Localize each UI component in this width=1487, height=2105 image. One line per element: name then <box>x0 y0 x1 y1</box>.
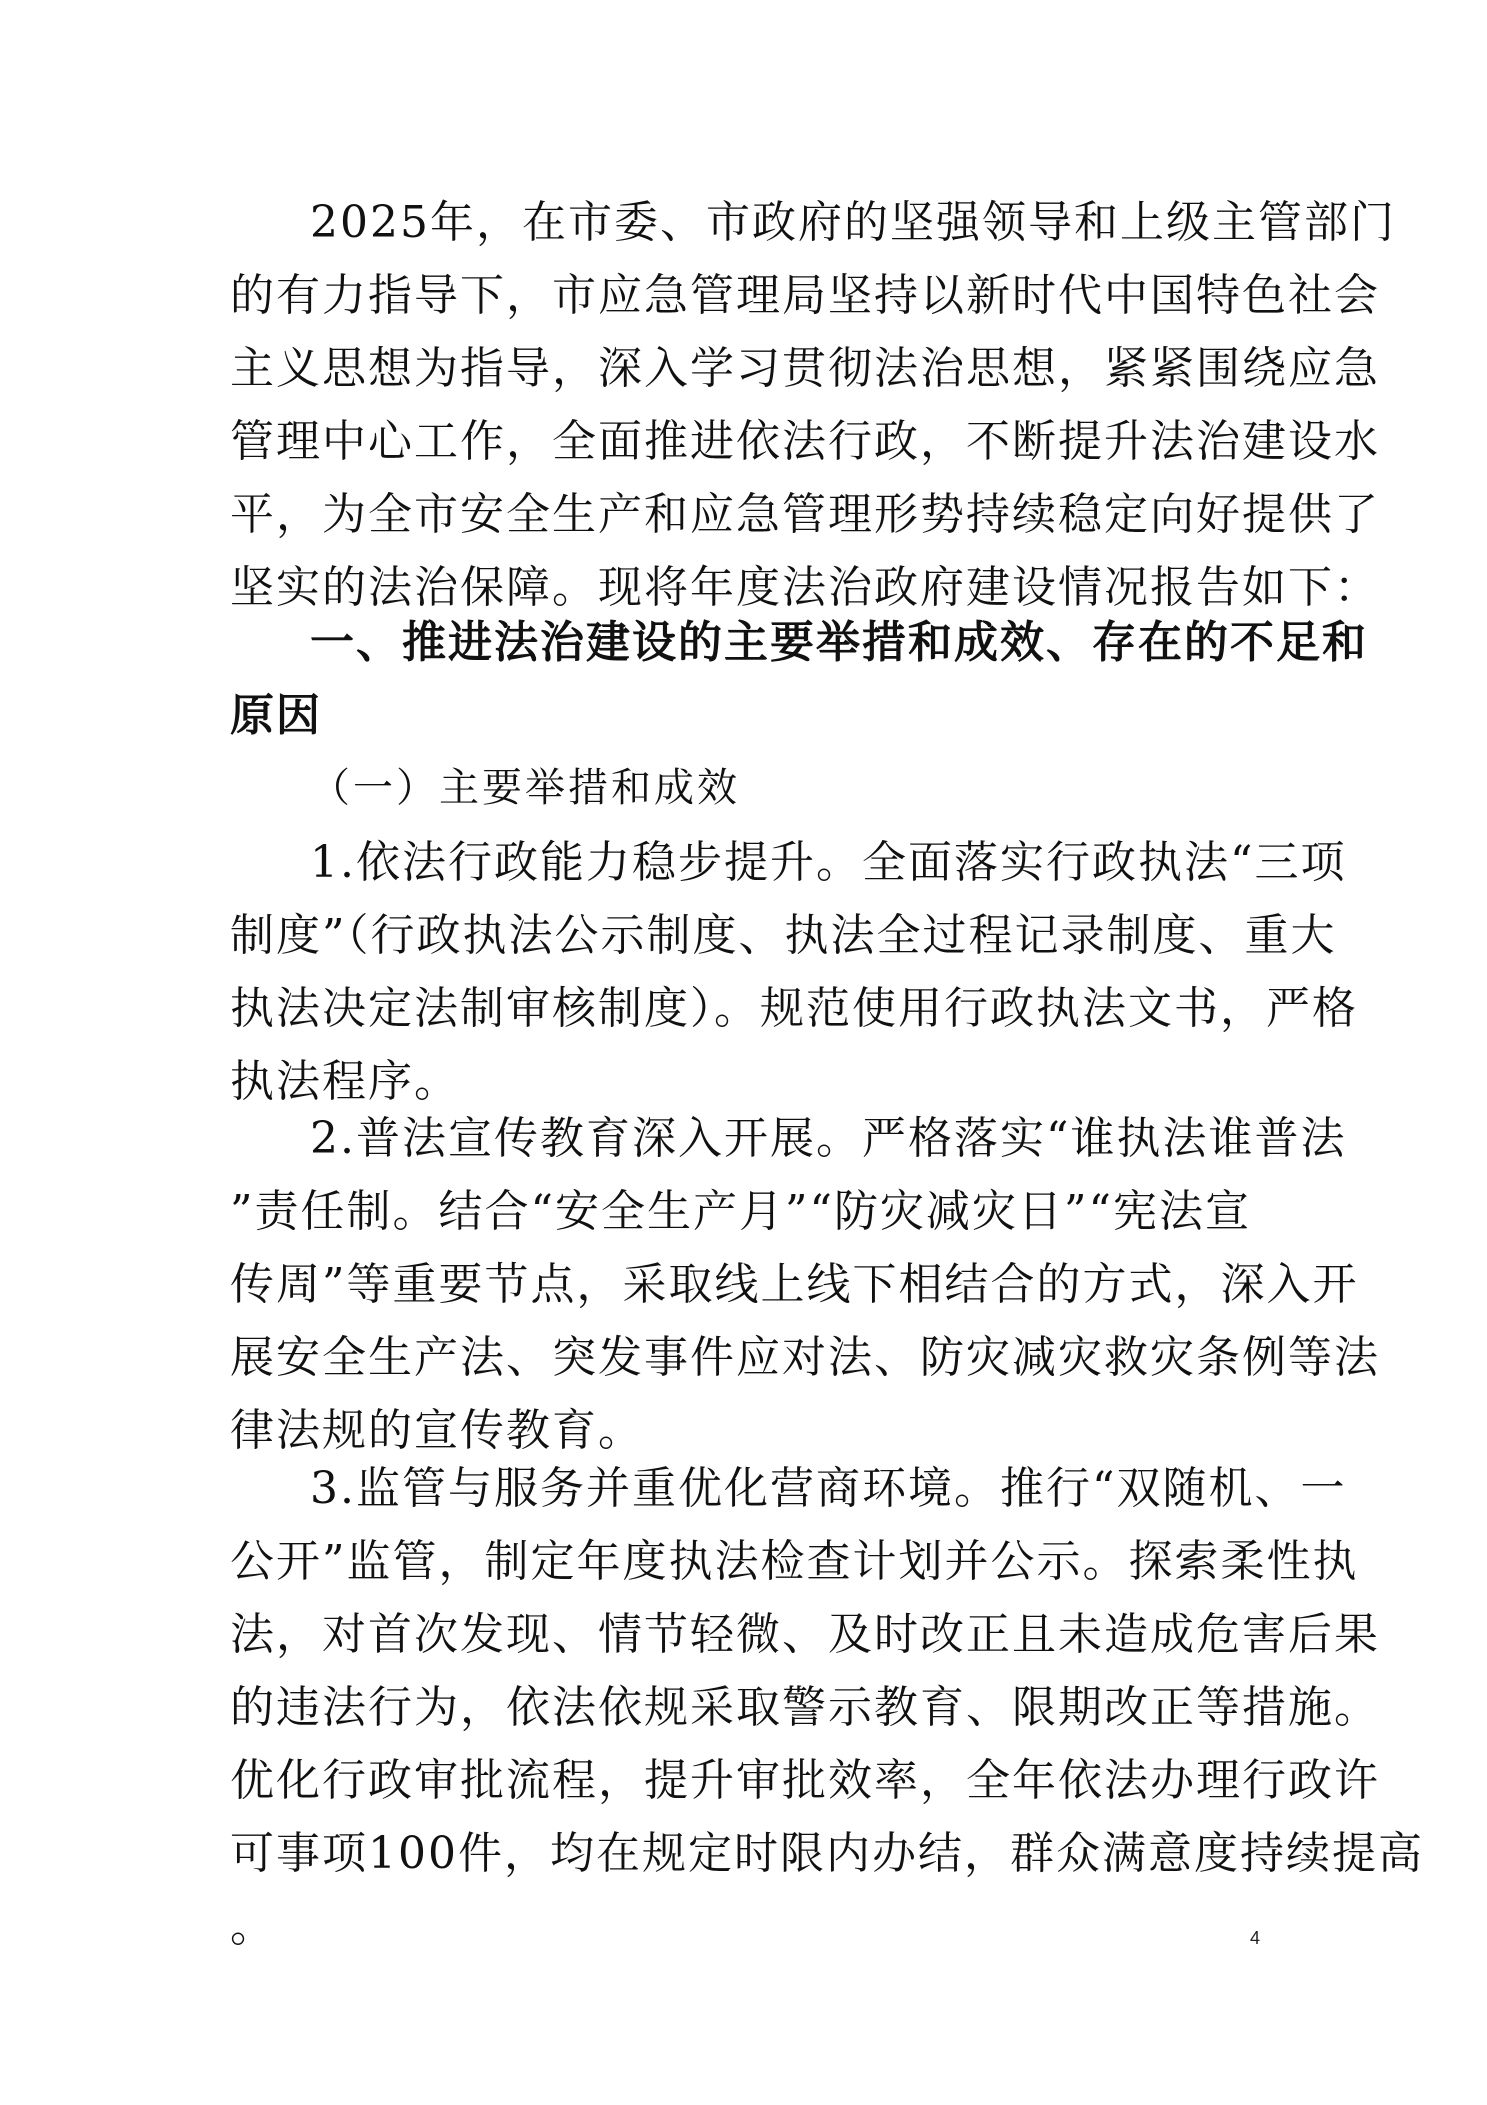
subsection-heading <box>230 752 1270 825</box>
item-2-paragraph <box>230 1102 1380 1467</box>
text-line: 可事项100件，均在规定时限内办结，群众满意度持续提高 <box>230 1828 1424 1879</box>
text-line: 制度”（行政执法公示制度、执法全过程记录制度、重大 <box>230 910 1337 961</box>
text-line: 优化行政审批流程，提升审批效率，全年依法办理行政许 <box>230 1755 1380 1806</box>
text-line: 执法程序。 <box>230 1056 460 1107</box>
heading-line: 原因 <box>230 690 322 741</box>
item-1-paragraph <box>230 826 1358 1118</box>
page-number: 4 <box>1250 1928 1261 1948</box>
intro-paragraph <box>230 186 1396 624</box>
text-line: 法，对首次发现、情节轻微、及时改正且未造成危害后果 <box>230 1609 1380 1660</box>
text-line: 公开”监管，制定年度执法检查计划并公示。探索柔性执 <box>230 1536 1359 1587</box>
text-line: 管理中心工作，全面推进依法行政，不断提升法治建设水 <box>230 416 1380 467</box>
text-line: 。 <box>230 1901 276 1952</box>
text-line: 展安全生产法、突发事件应对法、防灾减灾救灾条例等法 <box>230 1332 1380 1383</box>
subheading-line: （一）主要举措和成效 <box>310 765 740 811</box>
text-line: 的有力指导下，市应急管理局坚持以新时代中国特色社会 <box>230 270 1380 321</box>
text-line: 执法决定法制审核制度）。规范使用行政执法文书，严格 <box>230 983 1358 1034</box>
text-line: 主义思想为指导，深入学习贯彻法治思想，紧紧围绕应急 <box>230 343 1380 394</box>
text-line: 的违法行为，依法依规采取警示教育、限期改正等措施。 <box>230 1682 1380 1733</box>
text-line: 传周”等重要节点，采取线上线下相结合的方式，深入开 <box>230 1259 1359 1310</box>
text-line: 律法规的宣传教育。 <box>230 1405 644 1456</box>
item-3-paragraph <box>230 1452 1424 1963</box>
text-line: 坚实的法治保障。现将年度法治政府建设情况报告如下： <box>230 562 1380 613</box>
text-line: 2025年，在市委、市政府的坚强领导和上级主管部门 <box>310 197 1396 248</box>
text-line: 2.普法宣传教育深入开展。严格落实“谁执法谁普法 <box>310 1113 1347 1164</box>
heading-line: 一、推进法治建设的主要举措和成效、存在的不足和 <box>310 617 1368 668</box>
section-heading <box>230 606 1368 752</box>
text-line: 1.依法行政能力稳步提升。全面落实行政执法“三项 <box>310 837 1347 888</box>
text-line: 平，为全市安全生产和应急管理形势持续稳定向好提供了 <box>230 489 1380 540</box>
text-line: 3.监管与服务并重优化营商环境。推行“双随机、一 <box>310 1463 1347 1514</box>
text-line: ”责任制。结合“安全生产月”“防灾减灾日”“宪法宣 <box>230 1186 1251 1237</box>
